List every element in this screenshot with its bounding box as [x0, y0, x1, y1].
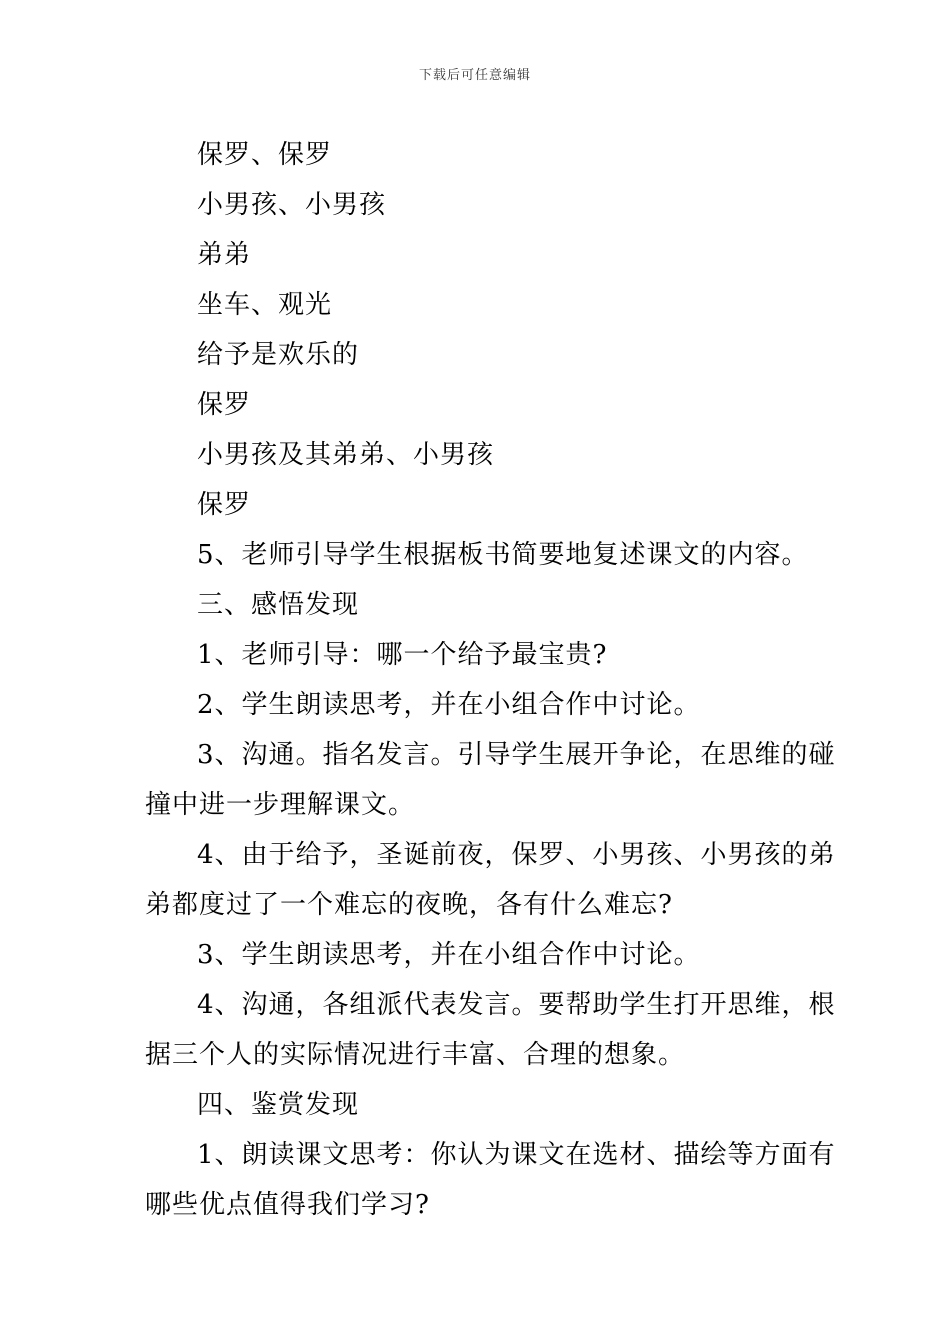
text-line: 据三个人的实际情况进行丰富、合理的想象。 [145, 1040, 686, 1070]
text-line: 4、由于给予，圣诞前夜，保罗、小男孩、小男孩的弟 [197, 840, 836, 870]
text-line: 保罗 [197, 390, 252, 420]
text-line: 4、沟通，各组派代表发言。要帮助学生打开思维，根 [197, 990, 836, 1020]
text-line: 1、朗读课文思考：你认为课文在选材、描绘等方面有 [197, 1140, 836, 1170]
text-line: 保罗 [197, 490, 252, 520]
text-line: 小男孩、小男孩 [197, 190, 387, 220]
text-line: 给予是欢乐的 [197, 340, 360, 370]
text-line: 弟都度过了一个难忘的夜晚，各有什么难忘? [145, 890, 673, 920]
text-line: 撞中进一步理解课文。 [145, 790, 416, 820]
document-body [145, 130, 836, 1230]
page-header: 下载后可任意编辑 [418, 68, 531, 83]
text-line: 坐车、观光 [197, 290, 333, 320]
section-heading: 四、鉴赏发现 [197, 1090, 360, 1120]
section-heading: 三、感悟发现 [197, 590, 360, 620]
text-line: 保罗、保罗 [197, 140, 333, 170]
text-line: 3、学生朗读思考，并在小组合作中讨论。 [197, 940, 701, 970]
text-line: 1、老师引导：哪一个给予最宝贵? [197, 640, 608, 670]
text-line: 哪些优点值得我们学习? [145, 1190, 430, 1220]
text-line: 3、沟通。指名发言。引导学生展开争论，在思维的碰 [197, 740, 836, 770]
text-line: 5、老师引导学生根据板书简要地复述课文的内容。 [197, 540, 809, 570]
text-line: 小男孩及其弟弟、小男孩 [197, 440, 495, 470]
text-line: 弟弟 [197, 240, 252, 270]
text-line: 2、学生朗读思考，并在小组合作中讨论。 [197, 690, 701, 720]
